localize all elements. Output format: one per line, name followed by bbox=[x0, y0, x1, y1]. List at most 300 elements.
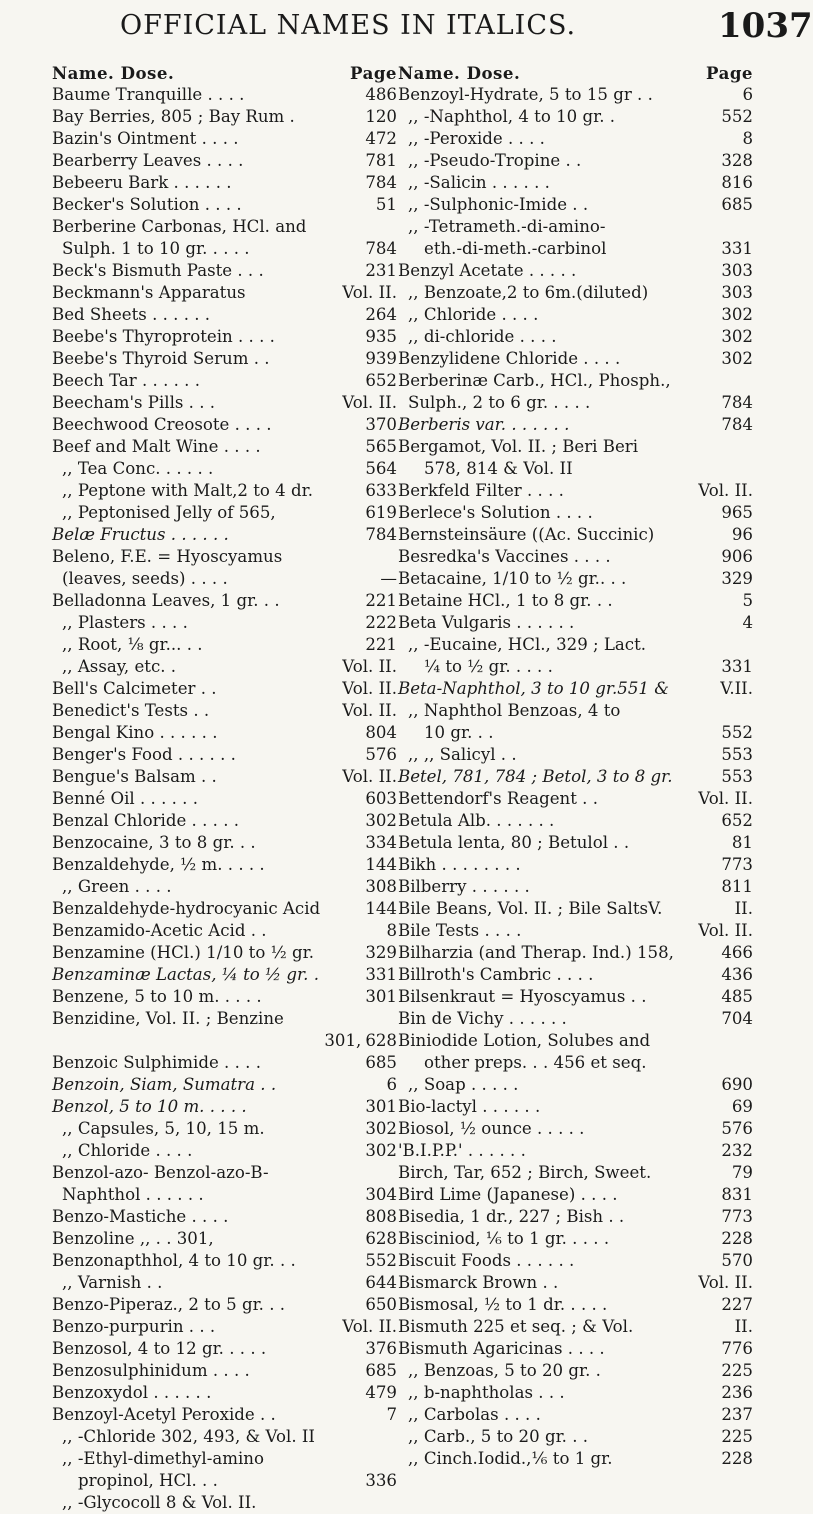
entry-text: ,, di-chloride . . . . bbox=[408, 327, 557, 346]
entry-text: ,, Capsules, 5, 10, 15 m. bbox=[62, 1119, 265, 1138]
entry-text: Benzocaine, 3 to 8 gr. . . bbox=[52, 833, 256, 852]
entry-page: 553 bbox=[721, 745, 753, 764]
entry-text: 10 gr. . . bbox=[424, 723, 494, 742]
entry-text: Belæ Fructus . . . . . . bbox=[52, 525, 229, 544]
entry-text: Benedict's Tests . . bbox=[52, 701, 210, 720]
entry-page: 816 bbox=[721, 173, 753, 192]
entry-text: ,, -Peroxide . . . . bbox=[408, 129, 545, 148]
entry-page: 685 bbox=[365, 1053, 397, 1072]
index-entry bbox=[52, 722, 397, 744]
index-entry bbox=[398, 106, 753, 128]
entry-text: Beta-Naphthol, 3 to 10 gr.551 & bbox=[398, 679, 669, 698]
entry-page: 331 bbox=[721, 657, 753, 676]
index-entry bbox=[398, 1228, 753, 1250]
column-header-label: Name. Dose. bbox=[52, 63, 175, 83]
entry-text: Bengue's Balsam . . bbox=[52, 767, 217, 786]
entry-text: Beechwood Creosote . . . . bbox=[52, 415, 272, 434]
index-entry bbox=[52, 436, 397, 458]
entry-text: Benzol-azo- Benzol-azo-B- bbox=[52, 1163, 269, 1182]
entry-text: Berberinæ Carb., HCl., Phosph., bbox=[398, 371, 671, 390]
index-entry bbox=[398, 590, 753, 612]
index-entry bbox=[52, 1382, 397, 1404]
entry-text: ,, -Sulphonic-Imide . . bbox=[408, 195, 589, 214]
index-entry bbox=[398, 656, 753, 678]
entry-page: Vol. II. bbox=[342, 393, 397, 412]
index-entry bbox=[398, 942, 753, 964]
entry-text: Bikh . . . . . . . . bbox=[398, 855, 521, 874]
entry-page: 302 bbox=[721, 327, 753, 346]
index-entry bbox=[52, 260, 397, 282]
entry-text: Biscuit Foods . . . . . . bbox=[398, 1251, 575, 1270]
index-entry bbox=[52, 1338, 397, 1360]
entry-text: Bismuth 225 et seq. ; & Vol. bbox=[398, 1317, 634, 1336]
index-entry bbox=[398, 480, 753, 502]
entry-page: 784 bbox=[365, 525, 397, 544]
entry-page: 228 bbox=[721, 1229, 753, 1248]
index-entry bbox=[52, 986, 397, 1008]
column-header-page: Page bbox=[706, 63, 753, 83]
entry-text: ¼ to ½ gr. . . . . bbox=[424, 657, 553, 676]
entry-page: 804 bbox=[365, 723, 397, 742]
index-entry bbox=[398, 1360, 753, 1382]
column-header-page: Page bbox=[350, 63, 397, 83]
entry-text: 'B.I.P.P.' . . . . . . bbox=[398, 1141, 526, 1160]
entry-page: 704 bbox=[721, 1009, 753, 1028]
entry-text: ,, -Ethyl-dimethyl-amino bbox=[62, 1449, 264, 1468]
entry-page: 225 bbox=[721, 1361, 753, 1380]
entry-text: Benzoxydol . . . . . . bbox=[52, 1383, 212, 1402]
entry-text: Betaine HCl., 1 to 8 gr. . . bbox=[398, 591, 613, 610]
entry-text: Bismarck Brown . . bbox=[398, 1273, 559, 1292]
entry-text: ,, Soap . . . . . bbox=[408, 1075, 519, 1094]
entry-page: Vol. II. bbox=[342, 701, 397, 720]
entry-page: 370 bbox=[365, 415, 397, 434]
entry-page: 553 bbox=[721, 767, 753, 786]
entry-text: Bed Sheets . . . . . . bbox=[52, 305, 211, 324]
entry-text: Bismosal, ½ to 1 dr. . . . . bbox=[398, 1295, 608, 1314]
index-entry bbox=[398, 1250, 753, 1272]
entry-text: ,, Tea Conc. . . . . . bbox=[62, 459, 214, 478]
index-entry bbox=[398, 436, 753, 458]
index-entry bbox=[398, 128, 753, 150]
entry-page: 303 bbox=[721, 283, 753, 302]
index-entry bbox=[52, 1228, 397, 1250]
entry-page: 776 bbox=[721, 1339, 753, 1358]
entry-text: ,, Peptone with Malt,2 to 4 dr. bbox=[62, 481, 314, 500]
entry-page: Vol. II. bbox=[342, 283, 397, 302]
index-entry bbox=[398, 1294, 753, 1316]
entry-text: Beef and Malt Wine . . . . bbox=[52, 437, 261, 456]
index-entry bbox=[398, 524, 753, 546]
entry-text: Benger's Food . . . . . . bbox=[52, 745, 236, 764]
entry-page: 331 bbox=[365, 965, 397, 984]
entry-page: 6 bbox=[386, 1075, 397, 1094]
index-entry bbox=[398, 568, 753, 590]
entry-page: II. bbox=[734, 1317, 753, 1336]
index-entry bbox=[398, 502, 753, 524]
entry-page: 690 bbox=[721, 1075, 753, 1094]
index-entry bbox=[398, 1008, 753, 1030]
entry-text: Becker's Solution . . . . bbox=[52, 195, 242, 214]
entry-text: Benzo-Piperaz., 2 to 5 gr. . . bbox=[52, 1295, 286, 1314]
index-entry bbox=[52, 656, 397, 678]
entry-page: — bbox=[380, 569, 397, 588]
entry-text: Benzaldehyde, ½ m. . . . . bbox=[52, 855, 265, 874]
index-entry bbox=[398, 1096, 753, 1118]
entry-text: Benzol, 5 to 10 m. . . . . bbox=[52, 1097, 247, 1116]
entry-page: 552 bbox=[721, 107, 753, 126]
entry-text: ,, Chloride . . . . bbox=[62, 1141, 193, 1160]
index-entry bbox=[398, 172, 753, 194]
entry-text: Bell's Calcimeter . . bbox=[52, 679, 217, 698]
entry-text: Beleno, F.E. = Hyoscyamus bbox=[52, 547, 283, 566]
entry-text: Bismuth Agaricinas . . . . bbox=[398, 1339, 605, 1358]
index-column-left bbox=[52, 62, 397, 1514]
entry-text: Besredka's Vaccines . . . . bbox=[398, 547, 611, 566]
entry-page: 773 bbox=[721, 1207, 753, 1226]
entry-text: ,, Root, ⅛ gr... . . bbox=[62, 635, 203, 654]
index-entry bbox=[398, 1030, 753, 1052]
index-entry bbox=[52, 568, 397, 590]
entry-text: Bin de Vichy . . . . . . bbox=[398, 1009, 567, 1028]
entry-text: Naphthol . . . . . . bbox=[62, 1185, 204, 1204]
entry-text: Benzaminæ Lactas, ¼ to ½ gr. . bbox=[52, 965, 319, 984]
entry-text: ,, -Glycocoll 8 & Vol. II. bbox=[62, 1493, 257, 1512]
entry-text: ,, -Eucaine, HCl., 329 ; Lact. bbox=[408, 635, 647, 654]
index-entry bbox=[398, 634, 753, 656]
index-entry bbox=[52, 810, 397, 832]
entry-page: 308 bbox=[365, 877, 397, 896]
index-entry bbox=[398, 700, 753, 722]
entry-page: 831 bbox=[721, 1185, 753, 1204]
index-entry bbox=[52, 1448, 397, 1470]
entry-page: 144 bbox=[365, 855, 397, 874]
entry-page: 227 bbox=[721, 1295, 753, 1314]
entry-text: Billroth's Cambric . . . . bbox=[398, 965, 594, 984]
entry-page: 486 bbox=[365, 85, 397, 104]
entry-page: 628 bbox=[365, 1229, 397, 1248]
index-entry bbox=[52, 458, 397, 480]
entry-text: Benzonapthhol, 4 to 10 gr. . . bbox=[52, 1251, 296, 1270]
entry-page: 376 bbox=[365, 1339, 397, 1358]
entry-page: 472 bbox=[365, 129, 397, 148]
entry-page: 603 bbox=[365, 789, 397, 808]
index-entry bbox=[52, 370, 397, 392]
index-entry bbox=[398, 722, 753, 744]
entry-page: II. bbox=[734, 899, 753, 918]
index-entry bbox=[398, 1118, 753, 1140]
index-entry bbox=[52, 480, 397, 502]
entry-page: 808 bbox=[365, 1207, 397, 1226]
index-entry bbox=[398, 282, 753, 304]
index-entry bbox=[52, 1118, 397, 1140]
entry-text: ,, ,, Salicyl . . bbox=[408, 745, 517, 764]
entry-page: 302 bbox=[365, 811, 397, 830]
entry-text: Baume Tranquille . . . . bbox=[52, 85, 245, 104]
index-entry bbox=[398, 326, 753, 348]
entry-text: eth.-di-meth.-carbinol bbox=[424, 239, 607, 258]
entry-page: 81 bbox=[731, 833, 753, 852]
running-title: OFFICIAL NAMES IN ITALICS. bbox=[120, 10, 577, 41]
entry-page: 328 bbox=[721, 151, 753, 170]
entry-page: 965 bbox=[721, 503, 753, 522]
index-entry bbox=[52, 788, 397, 810]
index-entry bbox=[52, 282, 397, 304]
entry-page: 685 bbox=[365, 1361, 397, 1380]
index-entry bbox=[52, 1470, 397, 1492]
index-entry bbox=[52, 524, 397, 546]
entry-text: ,, -Salicin . . . . . . bbox=[408, 173, 550, 192]
entry-page: 334 bbox=[365, 833, 397, 852]
column-header bbox=[398, 62, 753, 84]
entry-text: Sulph., 2 to 6 gr. . . . . bbox=[408, 393, 591, 412]
entry-page: 652 bbox=[721, 811, 753, 830]
entry-text: ,, Benzoas, 5 to 20 gr. . bbox=[408, 1361, 601, 1380]
entry-text: Beech Tar . . . . . . bbox=[52, 371, 200, 390]
index-entry bbox=[52, 1140, 397, 1162]
entry-page: 628 bbox=[365, 1031, 397, 1050]
entry-page: 644 bbox=[365, 1273, 397, 1292]
entry-text: ,, Assay, etc. . bbox=[62, 657, 177, 676]
index-entry bbox=[52, 590, 397, 612]
entry-page: Vol. II. bbox=[342, 657, 397, 676]
index-entry bbox=[52, 84, 397, 106]
entry-text: Benzoic Sulphimide . . . . bbox=[52, 1053, 261, 1072]
entry-text: ,, Varnish . . bbox=[62, 1273, 163, 1292]
entry-text: Bergamot, Vol. II. ; Beri Beri bbox=[398, 437, 639, 456]
index-entry bbox=[52, 1030, 397, 1052]
column-header-label: Name. Dose. bbox=[398, 63, 521, 83]
index-entry bbox=[398, 766, 753, 788]
entry-text: other preps. . . 456 et seq. bbox=[424, 1053, 647, 1072]
entry-text: Birch, Tar, 652 ; Birch, Sweet. bbox=[398, 1163, 652, 1182]
entry-text: Betula Alb. . . . . . . bbox=[398, 811, 555, 830]
index-entry bbox=[52, 1426, 397, 1448]
entry-page: Vol. II. bbox=[698, 789, 753, 808]
entry-page: 7 bbox=[386, 1405, 397, 1424]
entry-page: 303 bbox=[721, 261, 753, 280]
entry-page: Vol. II. bbox=[342, 679, 397, 698]
index-entry bbox=[398, 1404, 753, 1426]
index-entry bbox=[398, 986, 753, 1008]
entry-text: ,, Plasters . . . . bbox=[62, 613, 188, 632]
index-entry bbox=[398, 414, 753, 436]
index-entry bbox=[398, 1052, 753, 1074]
entry-text: Bazin's Ointment . . . . bbox=[52, 129, 239, 148]
entry-text: 301, bbox=[324, 1031, 362, 1050]
index-entry bbox=[398, 216, 753, 238]
entry-page: 221 bbox=[365, 591, 397, 610]
entry-text: Beta Vulgaris . . . . . . bbox=[398, 613, 575, 632]
entry-page: 8 bbox=[742, 129, 753, 148]
entry-text: ,, b-naphtholas . . . bbox=[408, 1383, 565, 1402]
entry-page: 939 bbox=[365, 349, 397, 368]
entry-text: Benzaldehyde-hydrocyanic Acid bbox=[52, 899, 321, 918]
page-header bbox=[0, 0, 813, 50]
entry-text: Bay Berries, 805 ; Bay Rum . bbox=[52, 107, 295, 126]
entry-page: 228 bbox=[721, 1449, 753, 1468]
index-entry bbox=[398, 832, 753, 854]
entry-page: 552 bbox=[365, 1251, 397, 1270]
index-entry bbox=[52, 502, 397, 524]
entry-text: Berlece's Solution . . . . bbox=[398, 503, 593, 522]
entry-text: Bile Beans, Vol. II. ; Bile SaltsV. bbox=[398, 899, 663, 918]
index-entry bbox=[52, 700, 397, 722]
entry-page: 51 bbox=[375, 195, 397, 214]
index-entry bbox=[52, 1052, 397, 1074]
entry-page: 479 bbox=[365, 1383, 397, 1402]
index-entry bbox=[398, 1316, 753, 1338]
index-entry bbox=[52, 1008, 397, 1030]
index-entry bbox=[52, 1250, 397, 1272]
index-entry bbox=[52, 920, 397, 942]
entry-page: 120 bbox=[365, 107, 397, 126]
index-entry bbox=[398, 854, 753, 876]
entry-page: 231 bbox=[365, 261, 397, 280]
column-header bbox=[52, 62, 397, 84]
entry-page: 232 bbox=[721, 1141, 753, 1160]
entry-text: Berberine Carbonas, HCl. and bbox=[52, 217, 307, 236]
entry-text: Bernsteinsäure ((Ac. Succinic) bbox=[398, 525, 655, 544]
index-entry bbox=[52, 216, 397, 238]
index-entry bbox=[52, 678, 397, 700]
entry-text: Benzoyl-Hydrate, 5 to 15 gr . . bbox=[398, 85, 653, 104]
entry-page: 652 bbox=[365, 371, 397, 390]
entry-text: (leaves, seeds) . . . . bbox=[62, 569, 228, 588]
index-entry bbox=[398, 1338, 753, 1360]
entry-text: ,, Carbolas . . . . bbox=[408, 1405, 541, 1424]
index-entry bbox=[52, 634, 397, 656]
entry-text: ,, Carb., 5 to 20 gr. . . bbox=[408, 1427, 589, 1446]
index-entry bbox=[52, 128, 397, 150]
entry-text: Benzosol, 4 to 12 gr. . . . . bbox=[52, 1339, 267, 1358]
entry-page: Vol. II. bbox=[342, 767, 397, 786]
entry-text: Benzene, 5 to 10 m. . . . . bbox=[52, 987, 262, 1006]
entry-text: ,, -Chloride 302, 493, & Vol. II bbox=[62, 1427, 315, 1446]
entry-text: Bisedia, 1 dr., 227 ; Bish . . bbox=[398, 1207, 625, 1226]
entry-text: Betel, 781, 784 ; Betol, 3 to 8 gr. bbox=[398, 767, 673, 786]
entry-page: 336 bbox=[365, 1471, 397, 1490]
entry-page: 8 bbox=[386, 921, 397, 940]
index-entry bbox=[398, 392, 753, 414]
entry-page: 264 bbox=[365, 305, 397, 324]
index-entry bbox=[398, 546, 753, 568]
entry-text: ,, Cinch.Iodid.,⅙ to 1 gr. bbox=[408, 1449, 613, 1468]
index-entry bbox=[398, 678, 753, 700]
index-entry bbox=[398, 964, 753, 986]
entry-text: Benzosulphinidum . . . . bbox=[52, 1361, 250, 1380]
index-entry bbox=[398, 194, 753, 216]
entry-text: Benzyl Acetate . . . . . bbox=[398, 261, 577, 280]
entry-page: 784 bbox=[721, 415, 753, 434]
entry-text: Bearberry Leaves . . . . bbox=[52, 151, 244, 170]
index-entry bbox=[398, 304, 753, 326]
index-entry bbox=[52, 942, 397, 964]
entry-page: 331 bbox=[721, 239, 753, 258]
index-entry bbox=[52, 766, 397, 788]
entry-page: 436 bbox=[721, 965, 753, 984]
index-entry bbox=[52, 1184, 397, 1206]
index-entry bbox=[398, 1206, 753, 1228]
index-entry bbox=[52, 1272, 397, 1294]
entry-page: Vol. II. bbox=[698, 481, 753, 500]
index-entry bbox=[52, 1162, 397, 1184]
entry-page: 302 bbox=[721, 305, 753, 324]
index-entry bbox=[52, 1360, 397, 1382]
entry-text: ,, Benzoate,2 to 6m.(diluted) bbox=[408, 283, 649, 302]
index-entry bbox=[52, 172, 397, 194]
entry-page: 304 bbox=[365, 1185, 397, 1204]
entry-text: Bird Lime (Japanese) . . . . bbox=[398, 1185, 618, 1204]
entry-page: 784 bbox=[365, 173, 397, 192]
entry-text: Bisciniod, ⅙ to 1 gr. . . . . bbox=[398, 1229, 610, 1248]
entry-text: Benzamine (HCl.) 1/10 to ½ gr. bbox=[52, 943, 314, 962]
entry-page: 781 bbox=[365, 151, 397, 170]
index-entry bbox=[52, 1096, 397, 1118]
entry-page: 576 bbox=[721, 1119, 753, 1138]
entry-text: Beckmann's Apparatus bbox=[52, 283, 246, 302]
entry-page: 564 bbox=[365, 459, 397, 478]
entry-text: Benzal Chloride . . . . . bbox=[52, 811, 240, 830]
index-entry bbox=[52, 898, 397, 920]
entry-text: Sulph. 1 to 10 gr. . . . . bbox=[62, 239, 250, 258]
entry-text: Benzo-purpurin . . . bbox=[52, 1317, 216, 1336]
index-entry bbox=[398, 612, 753, 634]
entry-text: Bilberry . . . . . . bbox=[398, 877, 530, 896]
entry-page: 144 bbox=[365, 899, 397, 918]
entry-page: 576 bbox=[365, 745, 397, 764]
index-entry bbox=[52, 194, 397, 216]
entry-text: Bilsenkraut = Hyoscyamus . . bbox=[398, 987, 647, 1006]
entry-page: 685 bbox=[721, 195, 753, 214]
entry-page: 565 bbox=[365, 437, 397, 456]
entry-text: Bio-lactyl . . . . . . bbox=[398, 1097, 541, 1116]
entry-text: ,, Green . . . . bbox=[62, 877, 172, 896]
index-entry bbox=[398, 1184, 753, 1206]
entry-text: ,, Peptonised Jelly of 565, bbox=[62, 503, 276, 522]
entry-page: 906 bbox=[721, 547, 753, 566]
entry-text: ,, Chloride . . . . bbox=[408, 305, 539, 324]
entry-page: 301 bbox=[365, 987, 397, 1006]
index-entry bbox=[52, 1404, 397, 1426]
index-entry bbox=[52, 1294, 397, 1316]
entry-text: ,, Naphthol Benzoas, 4 to bbox=[408, 701, 621, 720]
entry-page: 329 bbox=[721, 569, 753, 588]
entry-text: Benzoin, Siam, Sumatra . . bbox=[52, 1075, 277, 1094]
entry-page: 301 bbox=[365, 1097, 397, 1116]
index-entry bbox=[398, 370, 753, 392]
index-entry bbox=[52, 832, 397, 854]
entry-page: 302 bbox=[365, 1119, 397, 1138]
entry-page: 79 bbox=[731, 1163, 753, 1182]
index-entry bbox=[398, 1162, 753, 1184]
entry-text: 578, 814 & Vol. II bbox=[424, 459, 573, 478]
entry-text: Beecham's Pills . . . bbox=[52, 393, 216, 412]
entry-page: Vol. II. bbox=[698, 921, 753, 940]
entry-text: Berberis var. . . . . . . bbox=[398, 415, 570, 434]
entry-page: 221 bbox=[365, 635, 397, 654]
entry-page: 6 bbox=[742, 85, 753, 104]
entry-text: Bettendorf's Reagent . . bbox=[398, 789, 599, 808]
index-entry bbox=[398, 1382, 753, 1404]
index-entry bbox=[398, 1448, 753, 1470]
index-entry bbox=[52, 612, 397, 634]
entry-text: Biniodide Lotion, Solubes and bbox=[398, 1031, 651, 1050]
index-entry bbox=[52, 326, 397, 348]
entry-text: ,, -Pseudo-Tropine . . bbox=[408, 151, 582, 170]
entry-page: 570 bbox=[721, 1251, 753, 1270]
entry-page: 236 bbox=[721, 1383, 753, 1402]
